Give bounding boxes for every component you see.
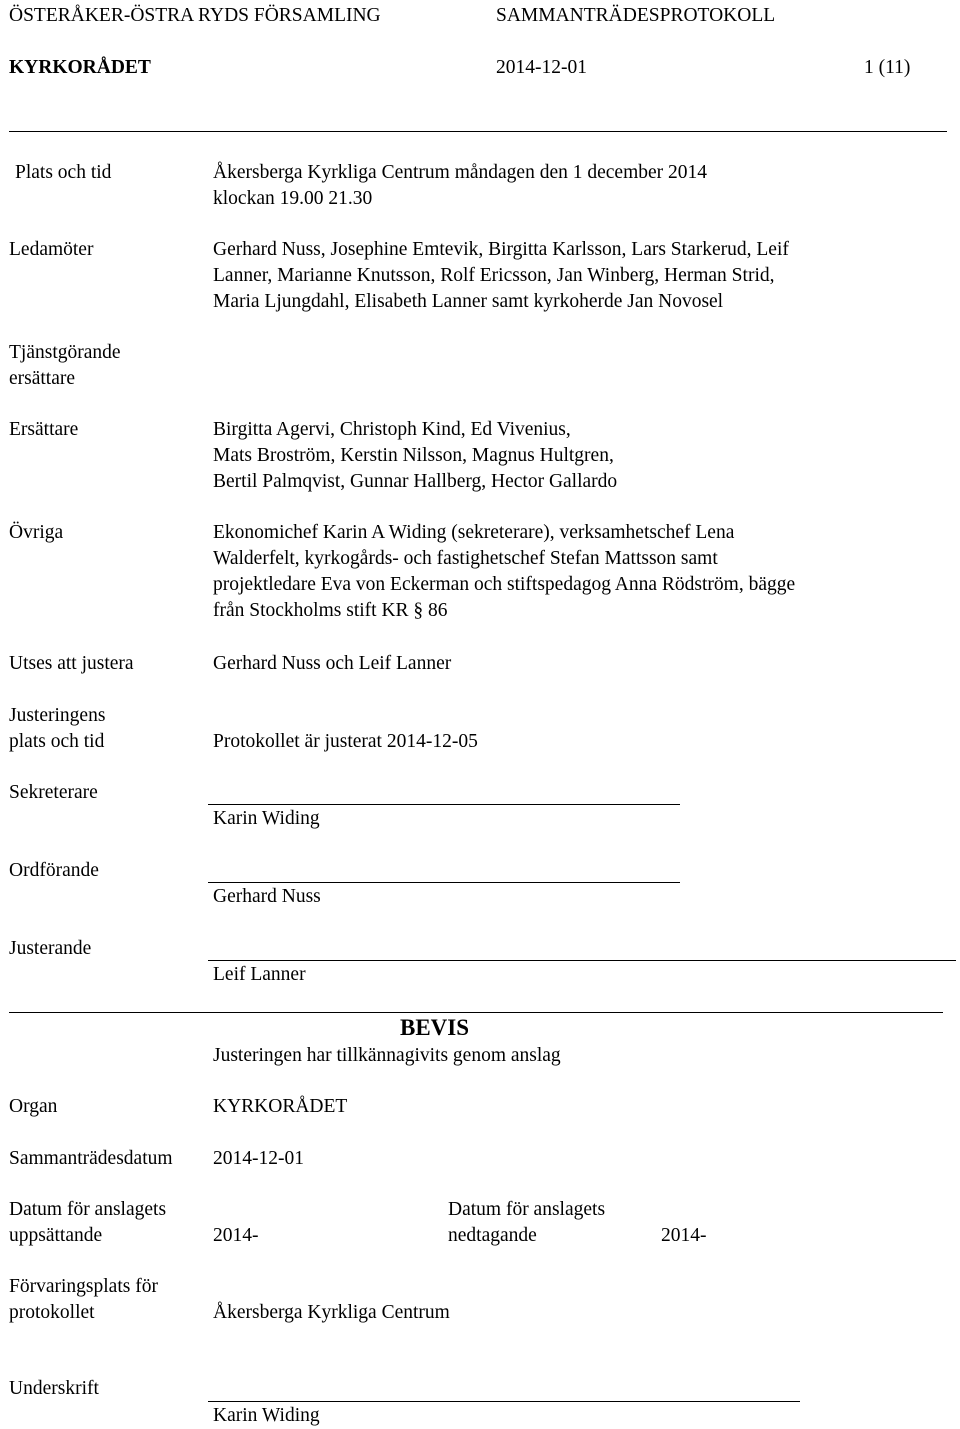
place-label: Plats och tid [15, 162, 112, 183]
chair-label: Ordförande [9, 860, 99, 881]
parish-name: ÖSTERÅKER-ÖSTRA RYDS FÖRSAMLING [9, 5, 381, 26]
certificate-title: BEVIS [400, 1015, 470, 1040]
adjusters-label: Utses att justera [9, 653, 134, 674]
others-list: Ekonomichef Karin A Widing (sekreterare), verksamhetschef Lena Walderfelt, kyrkogårds- och fastighetschef Stefan Mattsson samt projektledare Eva von Eckerman och stiftspedagog Anna Rödström, bägge från Stockholms stift KR § 86 [213, 522, 796, 621]
others-label: Övriga [9, 522, 64, 543]
adjuster-name: Leif Lanner [213, 964, 306, 985]
removal-date-label: Datum för anslagets nedtagande [448, 1199, 606, 1246]
secretary-signature-line [208, 804, 680, 805]
meeting-date-label: Sammanträdesdatum [9, 1148, 173, 1169]
removal-date-value: 2014- [661, 1225, 707, 1246]
members-label: Ledamöter [9, 239, 94, 260]
serving-substitutes-label: Tjänstgörande ersättare [9, 342, 121, 389]
posting-date-value: 2014- [213, 1225, 259, 1246]
signature-line [208, 1401, 800, 1402]
substitutes-list: Birgitta Agervi, Christoph Kind, Ed Vivenius, Mats Broström, Kerstin Nilsson, Magnus Hultgren, Bertil Palmqvist, Gunnar Hallberg, Hector Gallardo [213, 419, 618, 492]
posting-date-label: Datum för anslagets uppsättande [9, 1199, 167, 1246]
adjustment-label: Justeringens plats och tid [9, 705, 106, 752]
signature-label: Underskrift [9, 1378, 99, 1399]
page-number: 1 (11) [864, 57, 911, 78]
meeting-date-value: 2014-12-01 [213, 1148, 304, 1169]
secretary-label: Sekreterare [9, 782, 98, 803]
place-value: Åkersberga Kyrkliga Centrum måndagen den 1 december 2014 klockan 19.00 21.30 [213, 162, 708, 209]
meeting-date: 2014-12-01 [496, 57, 587, 78]
certificate-divider [9, 1012, 943, 1013]
header-divider [9, 131, 947, 132]
secretary-name: Karin Widing [213, 808, 320, 829]
chair-name: Gerhard Nuss [213, 886, 321, 907]
chair-signature-line [208, 882, 680, 883]
adjuster-signature-line [208, 960, 956, 961]
storage-value: Åkersberga Kyrkliga Centrum [213, 1302, 450, 1323]
adjusters-value: Gerhard Nuss och Leif Lanner [213, 653, 452, 674]
adjuster-label: Justerande [9, 938, 92, 959]
organ-label: Organ [9, 1096, 58, 1117]
document-type: SAMMANTRÄDESPROTOKOLL [496, 5, 776, 26]
adjustment-value: Protokollet är justerat 2014-12-05 [213, 731, 478, 752]
organ-value: KYRKORÅDET [213, 1096, 348, 1117]
certificate-subtitle: Justeringen har tillkännagivits genom anslag [213, 1045, 561, 1066]
signature-name: Karin Widing [213, 1405, 320, 1426]
storage-label: Förvaringsplats för protokollet [9, 1276, 158, 1323]
committee-name: KYRKORÅDET [9, 57, 151, 78]
substitutes-label: Ersättare [9, 419, 79, 440]
members-list: Gerhard Nuss, Josephine Emtevik, Birgitta Karlsson, Lars Starkerud, Leif Lanner, Marianne Knutsson, Rolf Ericsson, Jan Winberg, Herman Strid, Maria Ljungdahl, Elisabeth Lanner samt kyrkoherde Jan Novosel [213, 239, 789, 312]
